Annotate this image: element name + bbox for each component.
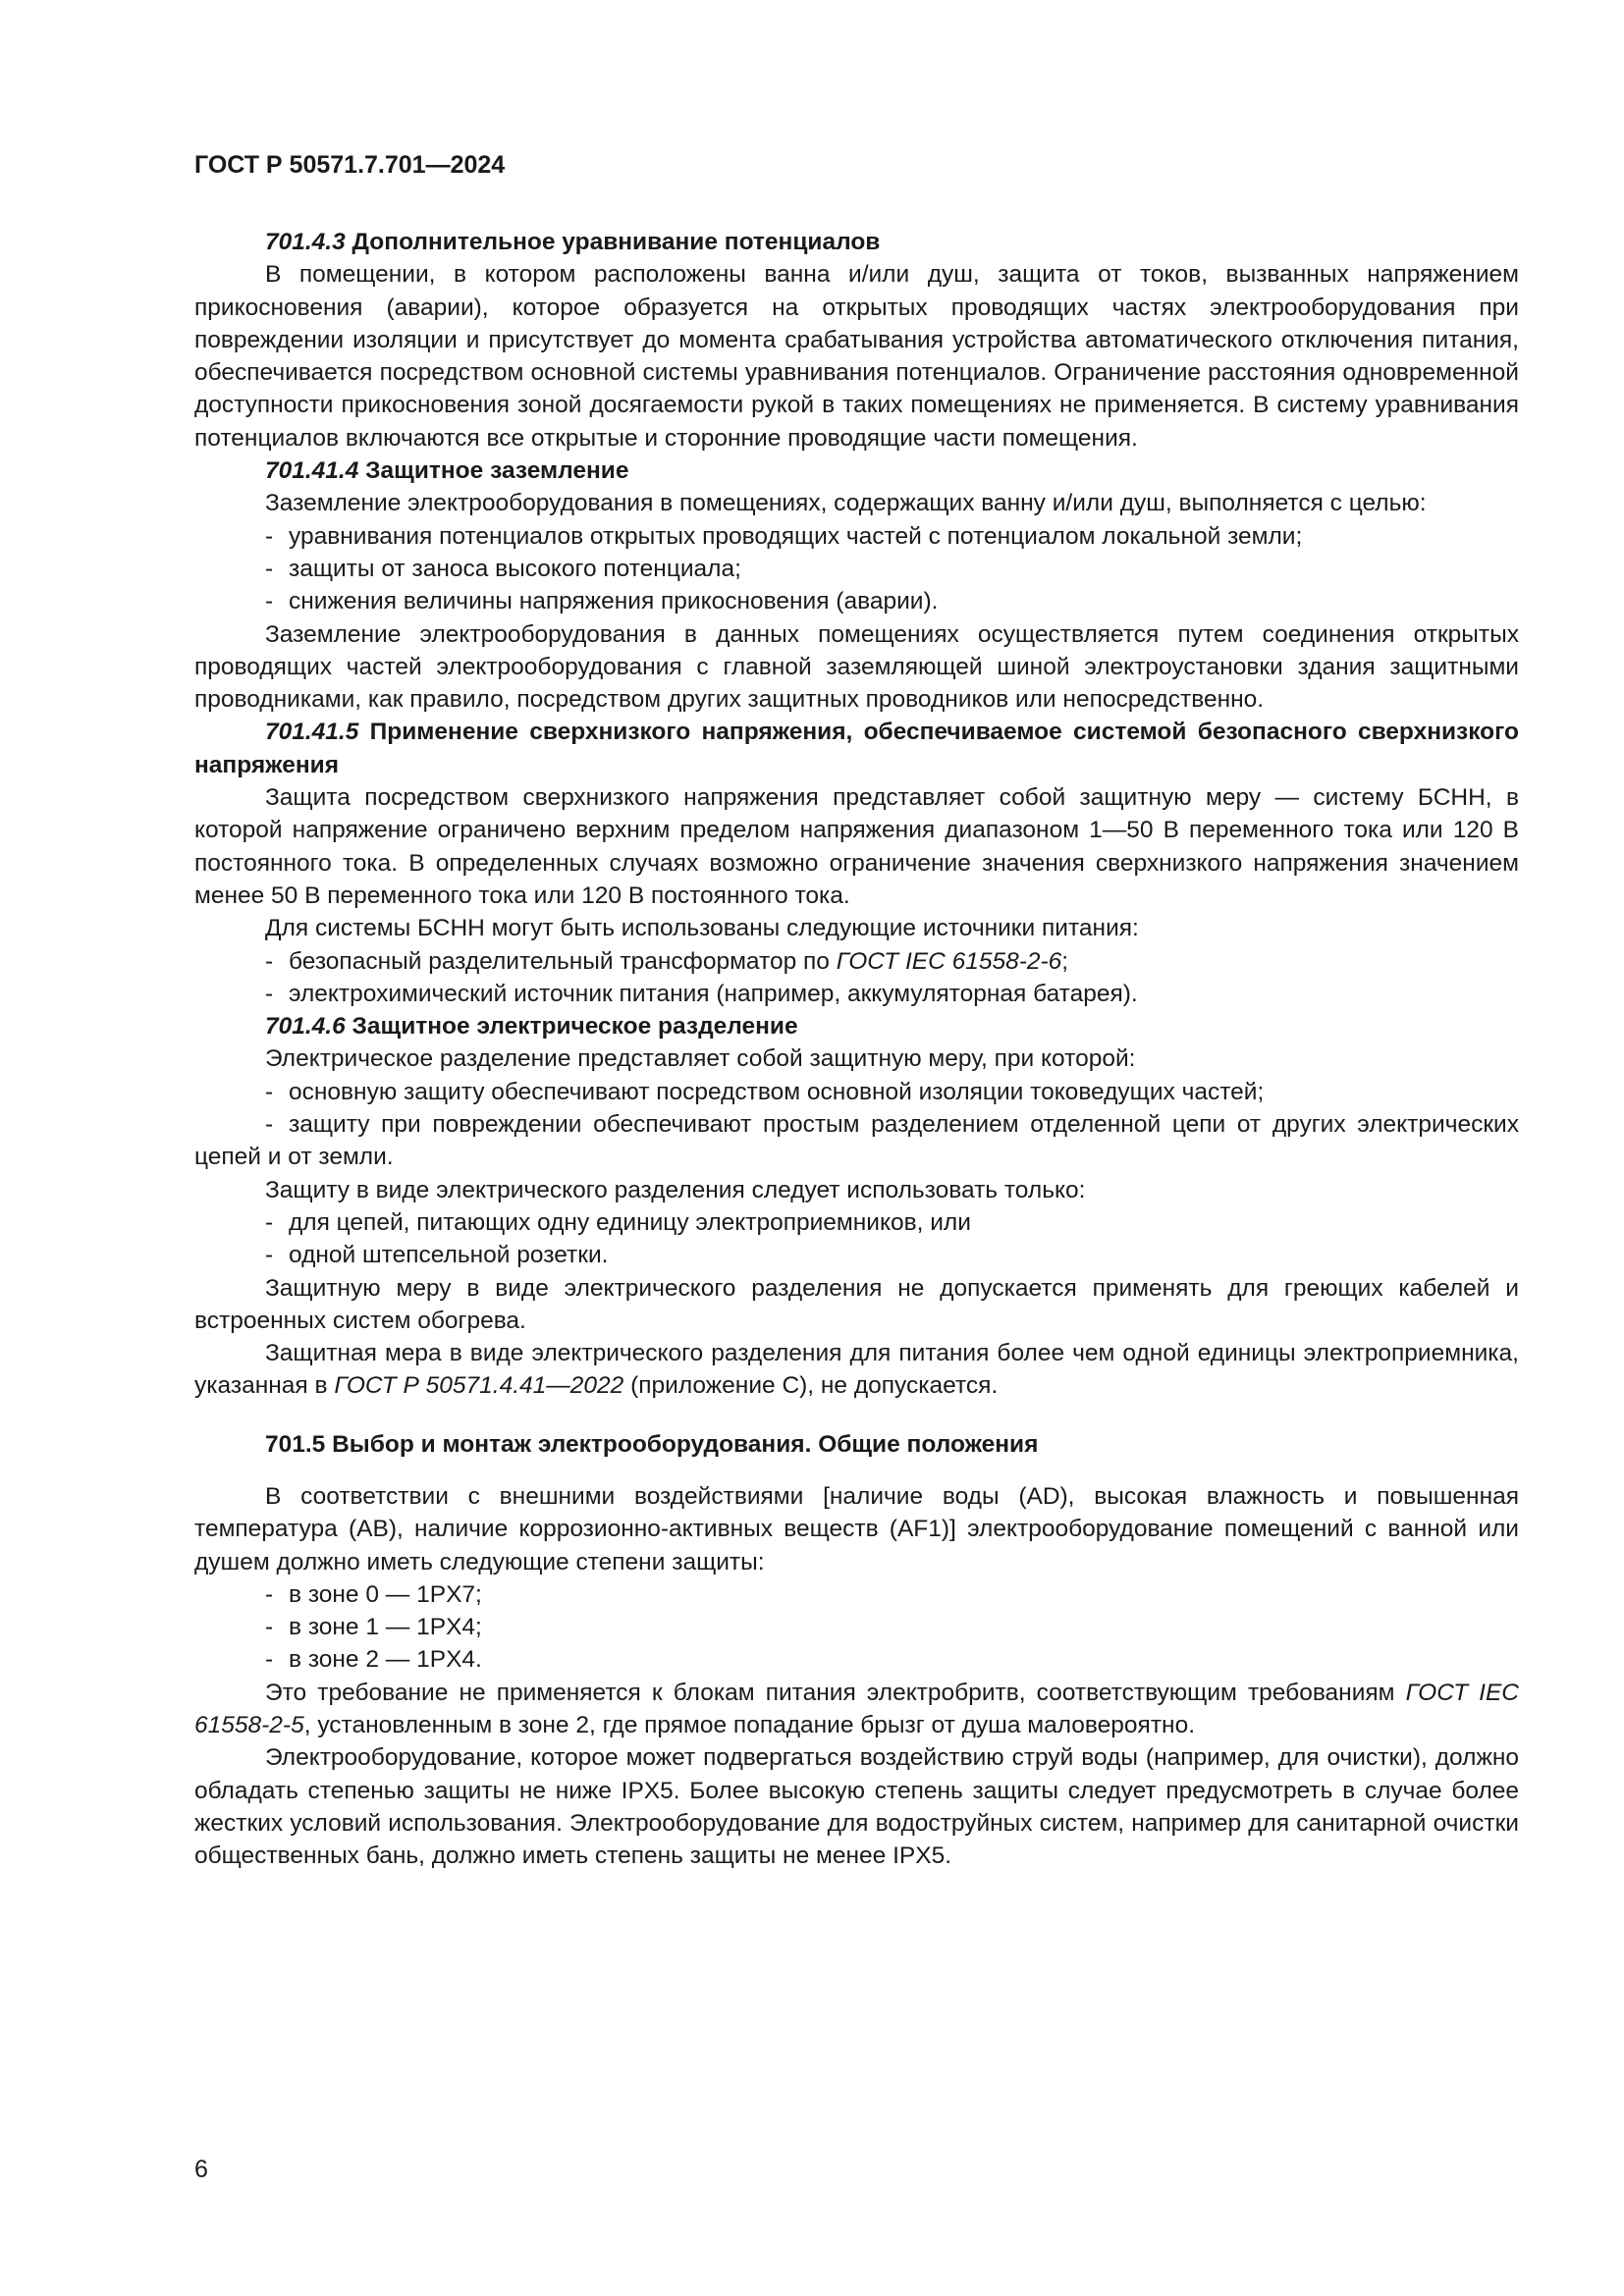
section-title: Применение сверхнизкого напряжения, обеспечиваемое системой безопасного сверхнизкого напряжения	[194, 719, 1519, 778]
paragraph: Электрическое разделение представляет собой защитную меру, при которой:	[265, 1045, 1136, 1073]
paragraph: В соответствии с внешними воздействиями [наличие воды (AD), высокая влажность и повышенная температура (АВ), наличие коррозионно-активных веществ (AF1)] электрооборудование помещений с ванной или душем должно иметь следующие степени защиты:	[194, 1482, 1519, 1575]
section-title: Защитное заземление	[358, 457, 629, 485]
list-item: - снижения величины напряжения прикосновения (аварии).	[265, 588, 939, 615]
section-number: 701.41.4	[265, 457, 359, 485]
section-heading: 701.5 Выбор и монтаж электрооборудования. Общие положения	[265, 1430, 1039, 1458]
list-item: - уравнивания потенциалов открытых проводящих частей с потенциалом локальной земли;	[265, 522, 1303, 550]
list-item: - для цепей, питающих одну единицу электроприемников, или	[265, 1208, 971, 1236]
paragraph: Защитная мера в виде электрического разделения для питания более чем одной единицы электроприемника, указанная в ГОСТ Р 50571.4.41—2022 (приложение С), не допускается.	[194, 1340, 1519, 1400]
section-number: 701.41.5	[265, 719, 359, 746]
paragraph: Заземление электрооборудования в помещениях, содержащих ванну и/или душ, выполняется с целью:	[265, 490, 1427, 517]
section-title: Защитное электрическое разделение	[345, 1013, 798, 1041]
list-item: - безопасный разделительный трансформатор по ГОСТ IEC 61558-2-6;	[265, 947, 1069, 975]
paragraph: Защита посредством сверхнизкого напряжения представляет собой защитную меру — систему БСНН, в которой напряжение ограничено верхним пределом напряжения диапазоном 1—50 В переменного тока или 120 В постоянного тока. В определенных случаях возможно ограничение значения сверхнизкого напряжения значением менее 50 В переменного тока или 120 В постоянного тока.	[194, 784, 1519, 909]
list-item: - в зоне 2 — 1PX4.	[265, 1646, 482, 1674]
list-item: - основную защиту обеспечивают посредством основной изоляции токоведущих частей;	[265, 1078, 1265, 1105]
section-number: 701.4.3	[265, 229, 346, 255]
list-item: - в зоне 1 — 1PX4;	[265, 1614, 482, 1641]
paragraph: Защитную меру в виде электрического разделения не допускается применять для греющих кабелей и встроенных систем обогрева.	[194, 1274, 1519, 1334]
section-heading	[194, 1010, 1519, 1042]
paragraph: Это требование не применяется к блокам питания электробритв, соответствующим требованиям ГОСТ IEC 61558-2-5, установленным в зоне 2, где прямое попадание брызг от душа маловероятно.	[194, 1679, 1519, 1739]
section-title: Дополнительное уравнивание потенциалов	[345, 229, 881, 255]
list-item: - защиту при повреждении обеспечивают простым разделением отделенной цепи от других электрических цепей и от земли.	[194, 1111, 1519, 1171]
paragraph: В помещении, в котором расположены ванна и/или душ, защита от токов, вызванных напряжением прикосновения (аварии), которое образуется на открытых проводящих частях электрооборудования при повреждении изоляции и присутствует до момента срабатывания устройства автоматического отключения питания, обеспечивается посредством основной системы уравнивания потенциалов. Ограничение расстояния одновременной доступности прикосновения зоной досягаемости рукой в таких помещениях не применяется. В систему уравнивания потенциалов включаются все открытые и сторонние проводящие части помещения.	[194, 261, 1519, 452]
paragraph: Для системы БСНН могут быть использованы следующие источники питания:	[265, 915, 1139, 942]
section-heading	[194, 716, 1519, 781]
page-number: 6	[194, 2156, 208, 2183]
section-number: 701.4.6	[265, 1013, 346, 1041]
standard-reference: ГОСТ IEC 61558-2-6	[836, 947, 1062, 975]
document-header: ГОСТ Р 50571.7.701—2024	[194, 151, 506, 179]
section-heading	[194, 454, 1519, 487]
paragraph: Электрооборудование, которое может подвергаться воздействию струй воды (например, для очистки), должно обладать степенью защиты не ниже IPX5. Более высокую степень защиты следует предусмотреть в случае более жестких условий использования. Электрооборудование для водоструйных систем, например для санитарной очистки общественных бань, должно иметь степень защиты не менее IPX5.	[194, 1744, 1519, 1870]
list-item: - защиты от заноса высокого потенциала;	[265, 555, 741, 582]
list-item: - электрохимический источник питания (например, аккумуляторная батарея).	[265, 980, 1138, 1007]
list-item: - в зоне 0 — 1PX7;	[265, 1580, 482, 1608]
standard-reference: ГОСТ Р 50571.4.41—2022	[334, 1372, 624, 1400]
paragraph: Заземление электрооборудования в данных помещениях осуществляется путем соединения открытых проводящих частей электрооборудования с главной заземляющей шиной электроустановки здания защитными проводниками, как правило, посредством других защитных проводников или непосредственно.	[194, 620, 1519, 714]
list-item: - одной штепсельной розетки.	[265, 1242, 609, 1269]
standard-reference: ГОСТ IEC 61558-2-5	[194, 1679, 1519, 1739]
document-body	[194, 226, 1519, 1873]
paragraph: Защиту в виде электрического разделения следует использовать только:	[265, 1176, 1086, 1203]
section-heading	[194, 226, 1519, 258]
